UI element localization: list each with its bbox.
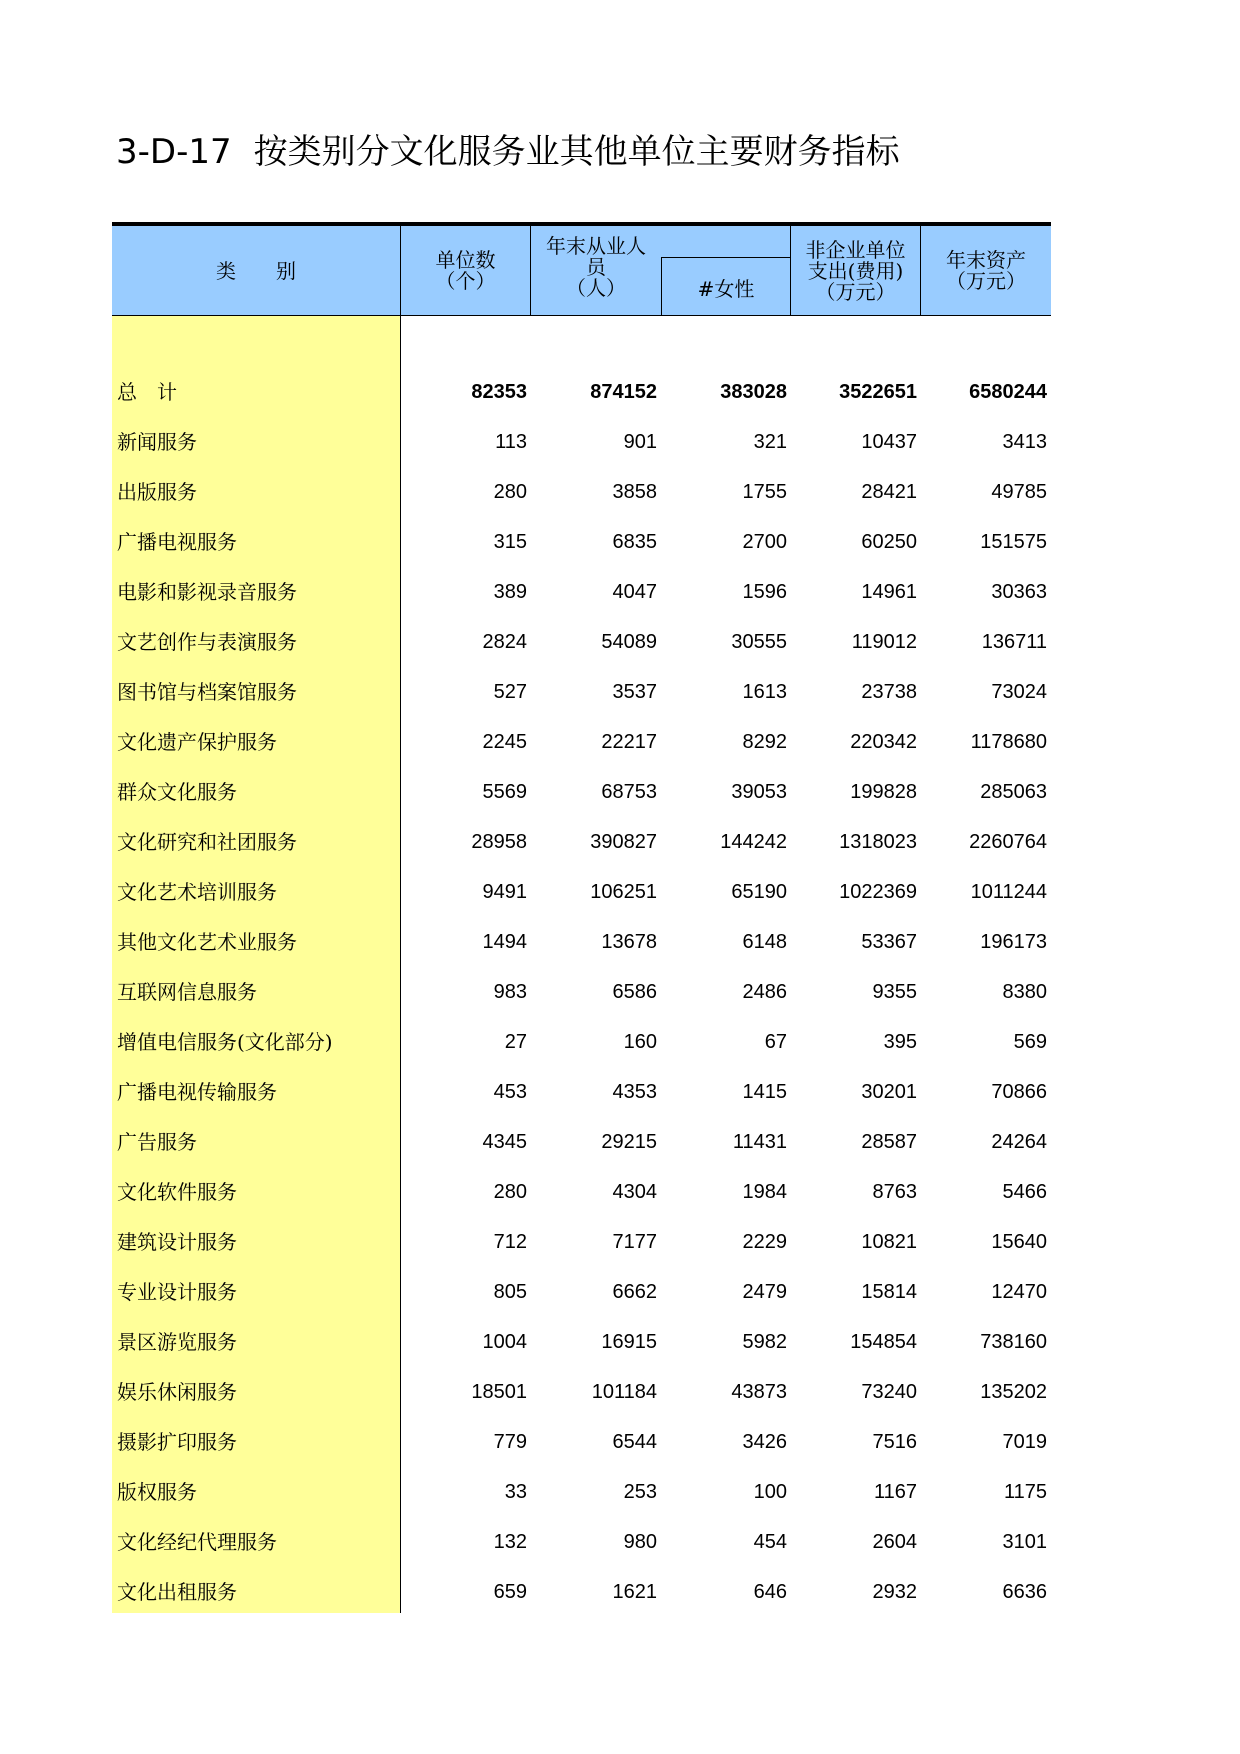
table-row	[112, 1367, 1051, 1417]
row-category: 总 计	[117, 380, 177, 404]
row-units: 659	[493, 1581, 527, 1603]
header-units-line1: 单位数	[435, 248, 496, 272]
row-units: 2824	[482, 631, 527, 653]
row-female: 2479	[742, 1281, 787, 1303]
row-employees: 874152	[590, 381, 657, 403]
table-row	[112, 1567, 1051, 1617]
row-units: 389	[493, 581, 527, 603]
table-row	[112, 1517, 1051, 1567]
row-female: 383028	[720, 381, 787, 403]
row-female: 144242	[720, 831, 787, 853]
table-row	[112, 1317, 1051, 1367]
header-expenditure	[791, 226, 921, 316]
row-units: 82353	[471, 381, 527, 403]
table-row	[112, 867, 1051, 917]
row-expenditure: 8763	[872, 1181, 917, 1203]
row-assets: 3413	[1002, 431, 1047, 453]
row-expenditure: 119012	[851, 631, 917, 653]
row-employees: 160	[623, 1031, 657, 1053]
page-title	[116, 124, 900, 173]
row-units: 9491	[482, 881, 527, 903]
row-expenditure: 2932	[872, 1581, 917, 1603]
table-code: 3-D-17	[116, 132, 232, 172]
row-employees: 22217	[601, 731, 657, 753]
table-row	[112, 1017, 1051, 1067]
table-row-total	[112, 367, 1051, 417]
header-employees-span-fill	[661, 226, 791, 257]
row-units: 4345	[482, 1131, 527, 1153]
table-row	[112, 917, 1051, 967]
row-expenditure: 73240	[861, 1381, 917, 1403]
row-female: 646	[753, 1581, 787, 1603]
row-employees: 54089	[601, 631, 657, 653]
row-category: 娱乐休闲服务	[117, 1380, 237, 1404]
row-assets: 136711	[981, 631, 1047, 653]
row-expenditure: 154854	[850, 1331, 917, 1353]
row-assets: 151575	[980, 531, 1047, 553]
table-row	[112, 1417, 1051, 1467]
row-female: 1415	[742, 1081, 787, 1103]
row-female: 100	[753, 1481, 787, 1503]
table-row	[112, 1217, 1051, 1267]
row-category: 文化出租服务	[117, 1580, 237, 1604]
table-row	[112, 567, 1051, 617]
row-units: 712	[493, 1231, 527, 1253]
row-employees: 3537	[612, 681, 657, 703]
row-category: 文化研究和社团服务	[117, 830, 297, 854]
row-expenditure: 395	[883, 1031, 917, 1053]
row-employees: 4047	[612, 581, 657, 603]
row-employees: 29215	[601, 1131, 657, 1153]
header-employees-line3: （人）	[566, 276, 626, 300]
row-category: 图书馆与档案馆服务	[117, 680, 297, 704]
table-row	[112, 617, 1051, 667]
row-expenditure: 23738	[861, 681, 917, 703]
row-category: 文艺创作与表演服务	[117, 630, 297, 654]
header-assets-line1: 年末资产	[946, 248, 1026, 272]
row-female: 65190	[731, 881, 787, 903]
row-units: 27	[504, 1031, 527, 1053]
row-employees: 6835	[612, 531, 657, 553]
header-employees-line1: 年末从业人	[546, 234, 646, 258]
row-employees: 980	[623, 1531, 657, 1553]
header-female	[661, 257, 791, 316]
header-employees-line2: 员	[586, 255, 606, 279]
row-female: 1984	[742, 1181, 787, 1203]
table-row	[112, 667, 1051, 717]
row-category: 广播电视传输服务	[117, 1080, 277, 1104]
row-female: 67	[764, 1031, 787, 1053]
row-employees: 253	[623, 1481, 657, 1503]
row-assets: 1011244	[970, 881, 1047, 903]
row-female: 1755	[742, 481, 787, 503]
row-assets: 15640	[991, 1231, 1047, 1253]
row-employees: 1621	[612, 1581, 657, 1603]
row-category: 摄影扩印服务	[117, 1430, 237, 1454]
row-employees: 13678	[601, 931, 657, 953]
row-female: 2700	[742, 531, 787, 553]
table-row	[112, 817, 1051, 867]
row-category: 其他文化艺术业服务	[117, 930, 297, 954]
table-row	[112, 467, 1051, 517]
row-female: 454	[753, 1531, 787, 1553]
row-expenditure: 220342	[850, 731, 917, 753]
row-employees: 6662	[612, 1281, 657, 1303]
row-expenditure: 1318023	[839, 831, 917, 853]
row-category: 增值电信服务(文化部分)	[117, 1030, 333, 1054]
row-category: 文化软件服务	[117, 1180, 237, 1204]
row-units: 28958	[471, 831, 527, 853]
row-category: 群众文化服务	[117, 780, 237, 804]
table-row	[112, 517, 1051, 567]
row-employees: 6544	[612, 1431, 657, 1453]
row-units: 132	[493, 1531, 527, 1553]
row-category: 版权服务	[117, 1480, 197, 1504]
row-expenditure: 30201	[861, 1081, 917, 1103]
row-category: 文化艺术培训服务	[117, 880, 277, 904]
row-expenditure: 2604	[872, 1531, 917, 1553]
header-units-line2: （个）	[435, 269, 496, 293]
row-employees: 3858	[612, 481, 657, 503]
row-female: 11431	[732, 1131, 787, 1153]
row-units: 1004	[482, 1331, 527, 1353]
table-row	[112, 1267, 1051, 1317]
row-units: 18501	[471, 1381, 527, 1403]
row-assets: 1178680	[970, 731, 1047, 753]
row-assets: 49785	[991, 481, 1047, 503]
table-row	[112, 967, 1051, 1017]
header-assets-line2: （万元）	[946, 269, 1026, 293]
row-female: 1596	[742, 581, 787, 603]
row-female: 6148	[742, 931, 787, 953]
row-female: 2229	[742, 1231, 787, 1253]
row-expenditure: 3522651	[839, 381, 917, 403]
row-units: 1494	[482, 931, 527, 953]
row-assets: 5466	[1002, 1181, 1047, 1203]
row-female: 39053	[731, 781, 787, 803]
row-category: 广播电视服务	[117, 530, 237, 554]
row-female: 5982	[742, 1331, 787, 1353]
header-category-label: 类 别	[216, 258, 296, 283]
header-expenditure-line2: 支出(费用)	[807, 258, 904, 283]
row-female: 1613	[742, 681, 787, 703]
row-expenditure: 7516	[872, 1431, 917, 1453]
row-units: 453	[493, 1081, 527, 1103]
row-units: 779	[493, 1431, 527, 1453]
row-category: 文化经纪代理服务	[117, 1530, 277, 1554]
row-category: 互联网信息服务	[117, 980, 257, 1004]
row-units: 280	[493, 481, 527, 503]
row-assets: 70866	[991, 1081, 1047, 1103]
row-assets: 6636	[1002, 1581, 1047, 1603]
row-assets: 196173	[980, 931, 1047, 953]
row-female: 321	[753, 431, 787, 453]
row-employees: 4304	[612, 1181, 657, 1203]
row-units: 5569	[482, 781, 527, 803]
row-assets: 8380	[1002, 981, 1047, 1003]
header-assets	[921, 226, 1051, 316]
table-row	[112, 1067, 1051, 1117]
table-row	[112, 767, 1051, 817]
row-employees: 390827	[590, 831, 657, 853]
row-assets: 738160	[980, 1331, 1047, 1353]
row-expenditure: 10821	[861, 1231, 917, 1253]
row-assets: 135202	[980, 1381, 1047, 1403]
table-row	[112, 1467, 1051, 1517]
row-category: 新闻服务	[117, 430, 197, 454]
row-female: 3426	[742, 1431, 787, 1453]
row-female: 2486	[742, 981, 787, 1003]
row-units: 33	[504, 1481, 527, 1503]
table-row	[112, 417, 1051, 467]
row-expenditure: 60250	[861, 531, 917, 553]
row-expenditure: 28421	[861, 481, 917, 503]
row-category: 出版服务	[117, 480, 197, 504]
row-expenditure: 1167	[873, 1481, 917, 1503]
row-category: 景区游览服务	[117, 1330, 237, 1354]
row-assets: 73024	[991, 681, 1047, 703]
row-female: 30555	[731, 631, 787, 653]
row-assets: 3101	[1002, 1531, 1047, 1553]
row-employees: 106251	[590, 881, 657, 903]
row-assets: 12470	[991, 1281, 1047, 1303]
row-assets: 7019	[1002, 1431, 1047, 1453]
table-row	[112, 1117, 1051, 1167]
row-expenditure: 14961	[861, 581, 917, 603]
header-units	[401, 226, 531, 316]
row-expenditure: 9355	[872, 981, 917, 1003]
header-category	[112, 226, 401, 316]
row-category: 文化遗产保护服务	[117, 730, 277, 754]
row-assets: 285063	[980, 781, 1047, 803]
row-assets: 2260764	[969, 831, 1047, 853]
row-expenditure: 10437	[861, 431, 917, 453]
row-units: 527	[493, 681, 527, 703]
header-expenditure-line3: （万元）	[815, 279, 896, 304]
row-assets: 6580244	[969, 381, 1047, 403]
row-female: 8292	[742, 731, 787, 753]
row-assets: 1175	[1003, 1481, 1047, 1503]
row-category: 建筑设计服务	[117, 1230, 237, 1254]
row-units: 280	[493, 1181, 527, 1203]
row-employees: 4353	[612, 1081, 657, 1103]
row-expenditure: 1022369	[839, 881, 917, 903]
row-employees: 101184	[591, 1381, 657, 1403]
row-category: 广告服务	[117, 1130, 197, 1154]
row-employees: 6586	[612, 981, 657, 1003]
row-expenditure: 53367	[861, 931, 917, 953]
row-employees: 7177	[612, 1231, 657, 1253]
row-employees: 68753	[601, 781, 657, 803]
row-expenditure: 15814	[861, 1281, 917, 1303]
row-units: 315	[493, 531, 527, 553]
row-units: 983	[493, 981, 527, 1003]
row-assets: 30363	[991, 581, 1047, 603]
row-units: 2245	[482, 731, 527, 753]
table-name: 按类别分文化服务业其他单位主要财务指标	[253, 132, 900, 172]
row-expenditure: 199828	[850, 781, 917, 803]
table-row	[112, 1167, 1051, 1217]
row-category: 电影和影视录音服务	[117, 580, 297, 604]
row-employees: 16915	[601, 1331, 657, 1353]
row-female: 43873	[731, 1381, 787, 1403]
row-employees: 901	[623, 431, 657, 453]
table-row	[112, 717, 1051, 767]
row-category: 专业设计服务	[117, 1280, 237, 1304]
row-units: 113	[495, 431, 527, 453]
row-units: 805	[493, 1281, 527, 1303]
header-expenditure-line1: 非企业单位	[805, 237, 906, 262]
header-female-label: #女性	[697, 276, 755, 301]
row-assets: 569	[1013, 1031, 1047, 1053]
row-assets: 24264	[991, 1131, 1047, 1153]
row-expenditure: 28587	[861, 1131, 917, 1153]
